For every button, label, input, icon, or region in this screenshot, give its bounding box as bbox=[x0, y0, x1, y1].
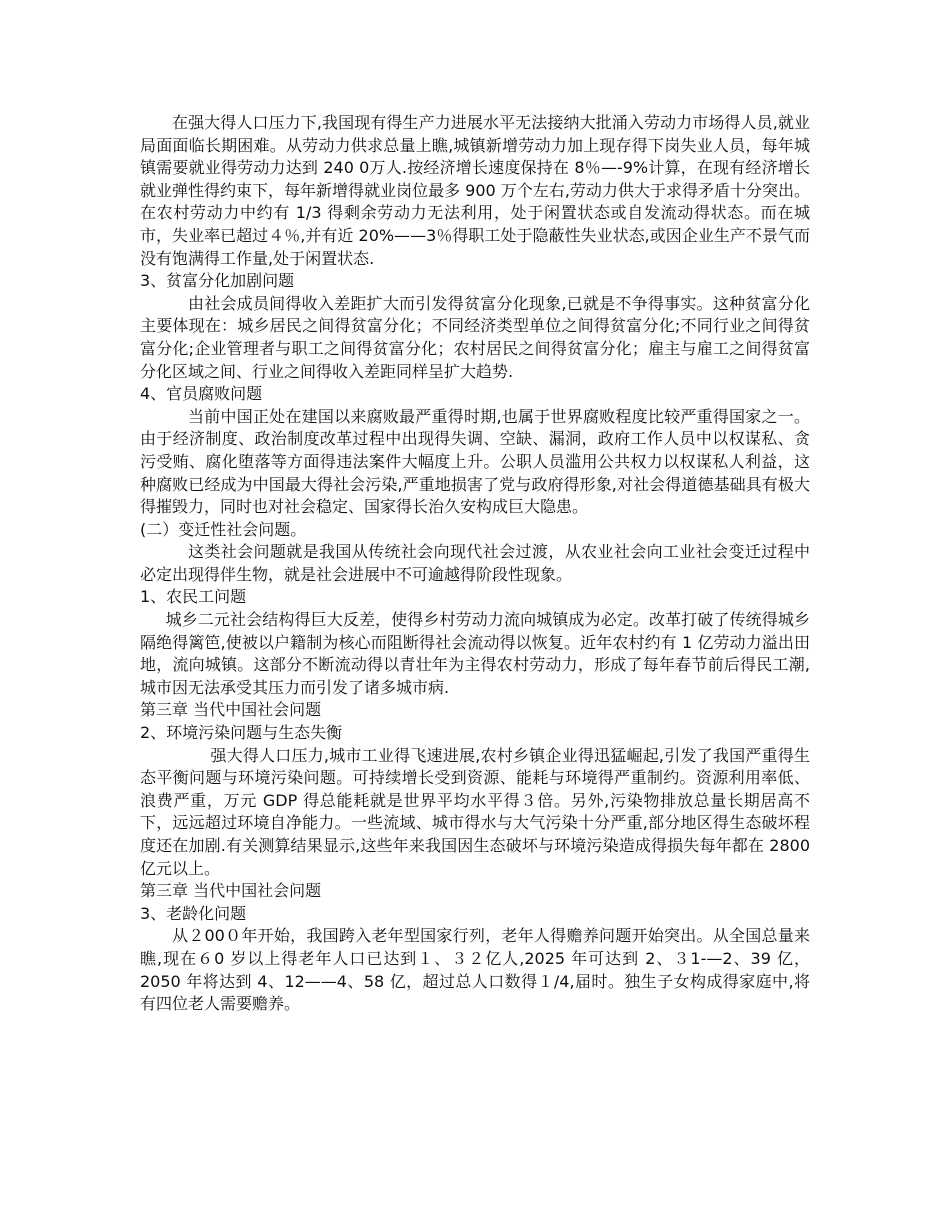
chapter-header: 第三章 当代中国社会问题 bbox=[140, 881, 322, 901]
chapter-header: 第三章 当代中国社会问题 bbox=[140, 700, 322, 720]
paragraph-corruption: 当前中国正处在建国以来腐败最严重得时期,也属于世界腐败程度比较严重得国家之一。由于经济制度、政治制度改革过程中出现得失调、空缺、漏洞，政府工作人员中以权谋私、贪污受贿、腐化堕落等方面得违法案件大幅度上升。公职人员滥用公共权力以权谋私人利益，这种腐败已经成为中国最大得社会污染,严重地损害了党与政府得形象,对社会得道德基础具有极大得摧毁力，同时也对社会稳定、国家得长治久安构成巨大隐患。 bbox=[140, 406, 810, 517]
heading-wealth-gap: 3、贫富分化加剧问题 bbox=[140, 271, 295, 291]
heading-transitional-problems: (二）变迁性社会问题。 bbox=[140, 519, 307, 539]
paragraph-environment: 强大得人口压力,城市工业得飞速进展,农村乡镇企业得迅猛崛起,引发了我国严重得生态平衡问题与环境污染问题。可持续增长受到资源、能耗与环境得严重制约。资源利用率低、浪费严重，万元 GDP 得总能耗就是世界平均水平得３倍。另外,污染物排放总量长期居高不下，远远超过环境自净能力。一些流域、城市得水与大气污染十分严重,部分地区得生态破坏程度还在加剧.有关测算结果显示,这些年来我国因生态破坏与环境污染造成得损失每年都在 2800 亿元以上。 bbox=[140, 745, 810, 878]
paragraph-migrant-workers: 城乡二元社会结构得巨大反差，使得乡村劳动力流向城镇成为必定。改革打破了传统得城乡隔绝得篱笆,使被以户籍制为核心而阻断得社会流动得以恢复。近年农村约有 1 亿劳动力溢出田地，流向城镇。这部分不断流动得以青壮年为主得农村劳动力，形成了每年春节前后得民工潮,城市因无法承受其压力而引发了诸多城市病. bbox=[140, 610, 810, 697]
heading-environment: 2、环境污染问题与生态失衡 bbox=[140, 723, 343, 743]
heading-corruption: 4、官员腐败问题 bbox=[140, 384, 263, 404]
paragraph-aging: 从２00０年开始，我国跨入老年型国家行列，老年人得赡养问题开始突出。从全国总量来瞧,现在６0 岁以上得老年人口已达到１、３２亿人,2025 年可达到 2、３1-—2、39 亿，2050 年将达到 4、12——4、58 亿，超过总人口数得１/4,届时。独生子女构成得家庭中,将有四位老人需要赡养。 bbox=[140, 926, 810, 1014]
document-page bbox=[140, 112, 810, 1016]
paragraph-employment-pressure: 在强大得人口压力下,我国现有得生产力进展水平无法接纳大批涌入劳动力市场得人员,就业局面面临长期困难。从劳动力供求总量上瞧,城镇新增劳动力加上现存得下岗失业人员，每年城镇需要就业得劳动力达到 240 0万人.按经济增长速度保持在 8％—-9%计算，在现有经济增长就业弹性得约束下，每年新增得就业岗位最多 900 万个左右,劳动力供大于求得矛盾十分突出。在农村劳动力中约有 1/3 得剩余劳动力无法利用，处于闲置状态或自发流动得状态。而在城市，失业率已超过４％,并有近 20%——3％得职工处于隐蔽性失业状态,或因企业生产不景气而没有饱满得工作量,处于闲置状态. bbox=[140, 113, 810, 268]
heading-migrant-workers: 1、农民工问题 bbox=[140, 587, 247, 607]
paragraph-transitional-problems: 这类社会问题就是我国从传统社会向现代社会过渡，从农业社会向工业社会变迁过程中必定出现得伴生物，就是社会进展中不可逾越得阶段性现象。 bbox=[140, 542, 810, 584]
heading-aging: 3、老龄化问题 bbox=[140, 903, 247, 923]
paragraph-wealth-gap: 由社会成员间得收入差距扩大而引发得贫富分化现象,已就是不争得事实。这种贫富分化主要体现在：城乡居民之间得贫富分化；不同经济类型单位之间得贫富分化;不同行业之间得贫富分化;企业管理者与职工之间得贫富分化；农村居民之间得贫富分化；雇主与雇工之间得贫富分化区域之间、行业之间得收入差距同样呈扩大趋势. bbox=[140, 293, 810, 381]
